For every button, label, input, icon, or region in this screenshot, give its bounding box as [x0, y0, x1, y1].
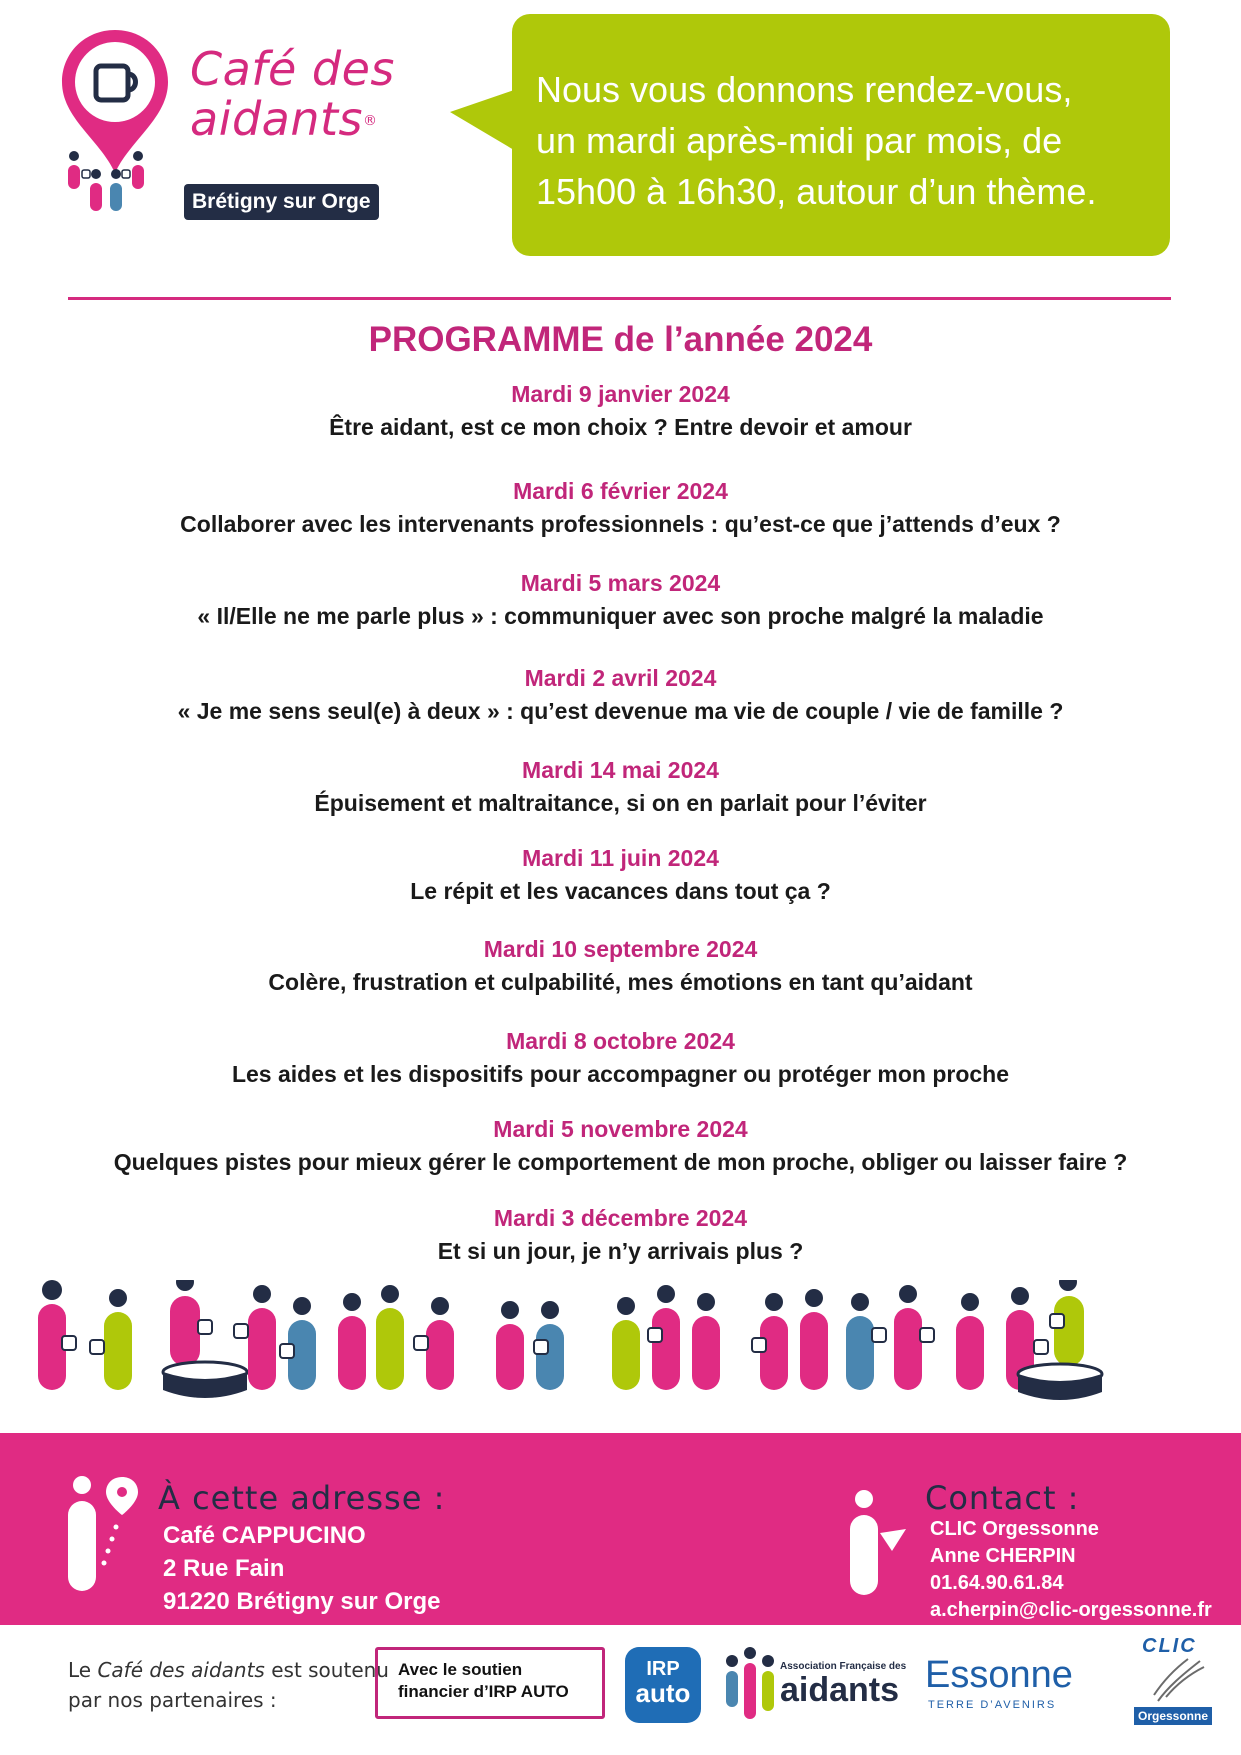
- clic-logo-bottom: Orgessonne: [1134, 1707, 1212, 1725]
- afa-logo-big: aidants: [780, 1671, 900, 1709]
- session-item: [0, 1025, 1241, 1091]
- session-theme: Et si un jour, je n’y arrivais plus ?: [437, 1238, 804, 1264]
- session-item: [0, 1113, 1241, 1179]
- bubble-tail: [450, 90, 514, 150]
- irp-support-box: [375, 1647, 605, 1719]
- afa-logo: [780, 1661, 906, 1708]
- intro-text: [536, 64, 1162, 217]
- table-group: [1006, 1280, 1102, 1400]
- session-date: Mardi 5 mars 2024: [520, 570, 721, 596]
- info-band: [0, 1433, 1241, 1625]
- intro-speech-bubble: [512, 14, 1170, 256]
- irp-logo-top: IRP: [646, 1658, 680, 1680]
- session-theme: Collaborer avec les intervenants professionnels : qu’est-ce que j’attends d’eux ?: [180, 511, 1061, 537]
- contact-line: Anne CHERPIN: [930, 1545, 1076, 1567]
- person-location-icon: [66, 1475, 140, 1595]
- session-theme: Être aidant, est ce mon choix ? Entre devoir et amour: [329, 414, 912, 440]
- contact-email[interactable]: a.cherpin@clic-orgessonne.fr: [930, 1599, 1212, 1621]
- partners-line1: Le Café des aidants est soutenu: [68, 1658, 389, 1682]
- session-item: [0, 1202, 1241, 1268]
- city-badge: Brétigny sur Orge: [184, 184, 379, 220]
- person-figure: [496, 1301, 564, 1390]
- irp-logo-bottom: auto: [635, 1678, 691, 1708]
- session-item: [0, 933, 1241, 999]
- contact-heading: Contact :: [925, 1479, 1080, 1517]
- support-line: financier d’IRP AUTO: [398, 1682, 569, 1701]
- table-group: [163, 1280, 247, 1398]
- session-theme: « Il/Elle ne me parle plus » : communiquer avec son proche malgré la maladie: [197, 603, 1044, 629]
- afa-logo-small: Association Française des: [780, 1661, 907, 1672]
- person-figure: [38, 1280, 132, 1390]
- clic-orgessonne-logo: [1128, 1635, 1228, 1735]
- partners-line2: par nos partenaires :: [68, 1688, 277, 1712]
- session-date: Mardi 6 février 2024: [513, 478, 728, 504]
- session-date: Mardi 10 septembre 2024: [483, 936, 758, 962]
- registered-mark: ®: [363, 113, 378, 129]
- section-divider: [68, 297, 1171, 300]
- afa-people-icon: [722, 1647, 778, 1727]
- clic-logo-top: CLIC: [1142, 1635, 1197, 1657]
- address-line: 91220 Brétigny sur Orge: [163, 1588, 441, 1615]
- intro-line: Nous vous donnons rendez-vous,: [536, 69, 1073, 110]
- irp-auto-logo: [625, 1647, 701, 1723]
- person-figure: [920, 1293, 984, 1390]
- intro-line: 15h00 à 16h30, autour d’un thème.: [536, 171, 1097, 212]
- session-theme: « Je me sens seul(e) à deux » : qu’est devenue ma vie de couple / vie de famille ?: [177, 698, 1064, 724]
- person-figure: [752, 1285, 922, 1390]
- partners-intro: [68, 1655, 389, 1715]
- support-line: Avec le soutien: [398, 1660, 523, 1679]
- address-line: 2 Rue Fain: [163, 1555, 285, 1582]
- person-speaking-icon: [848, 1489, 908, 1599]
- session-date: Mardi 11 juin 2024: [522, 845, 719, 871]
- session-item: [0, 662, 1241, 728]
- logo-title: [190, 44, 395, 144]
- map-pin-cup-icon: [60, 28, 170, 243]
- session-item: [0, 378, 1241, 444]
- cafe-des-aidants-logo: [60, 28, 405, 243]
- session-theme: Le répit et les vacances dans tout ça ?: [410, 878, 831, 904]
- logo-title-line1: Café des: [190, 42, 395, 96]
- intro-line: un mardi après-midi par mois, de: [536, 120, 1063, 161]
- session-date: Mardi 8 octobre 2024: [506, 1028, 735, 1054]
- session-date: Mardi 14 mai 2024: [522, 757, 719, 783]
- session-theme: Les aides et les dispositifs pour accompagner ou protéger mon proche: [231, 1061, 1010, 1087]
- session-theme: Colère, frustration et culpabilité, mes émotions en tant qu’aidant: [268, 969, 973, 995]
- contact-line: CLIC Orgessonne: [930, 1518, 1099, 1540]
- session-date: Mardi 2 avril 2024: [524, 665, 717, 691]
- session-theme: Épuisement et maltraitance, si on en parlait pour l’éviter: [314, 790, 927, 816]
- contact-phone: 01.64.90.61.84: [930, 1572, 1064, 1594]
- person-figure: [338, 1285, 454, 1390]
- logo-title-line2: aidants®: [190, 92, 378, 146]
- person-figure: [612, 1285, 720, 1390]
- session-theme: Quelques pistes pour mieux gérer le comportement de mon proche, obliger ou laisser faire ?: [113, 1149, 1128, 1175]
- programme-title: PROGRAMME de l’année 2024: [368, 320, 873, 359]
- session-item: [0, 842, 1241, 908]
- address-heading: À cette adresse :: [158, 1479, 446, 1517]
- wheat-icon: [1148, 1657, 1208, 1703]
- session-date: Mardi 9 janvier 2024: [511, 381, 730, 407]
- people-illustration: [30, 1280, 1210, 1420]
- essonne-logo: Essonne: [925, 1654, 1073, 1696]
- session-date: Mardi 5 novembre 2024: [493, 1116, 748, 1142]
- session-item: [0, 754, 1241, 820]
- session-item: [0, 475, 1241, 541]
- partners-bar: [0, 1625, 1241, 1755]
- session-date: Mardi 3 décembre 2024: [493, 1205, 748, 1231]
- address-line: Café CAPPUCINO: [163, 1522, 366, 1549]
- essonne-tagline: TERRE D’AVENIRS: [928, 1699, 1057, 1711]
- session-item: [0, 567, 1241, 633]
